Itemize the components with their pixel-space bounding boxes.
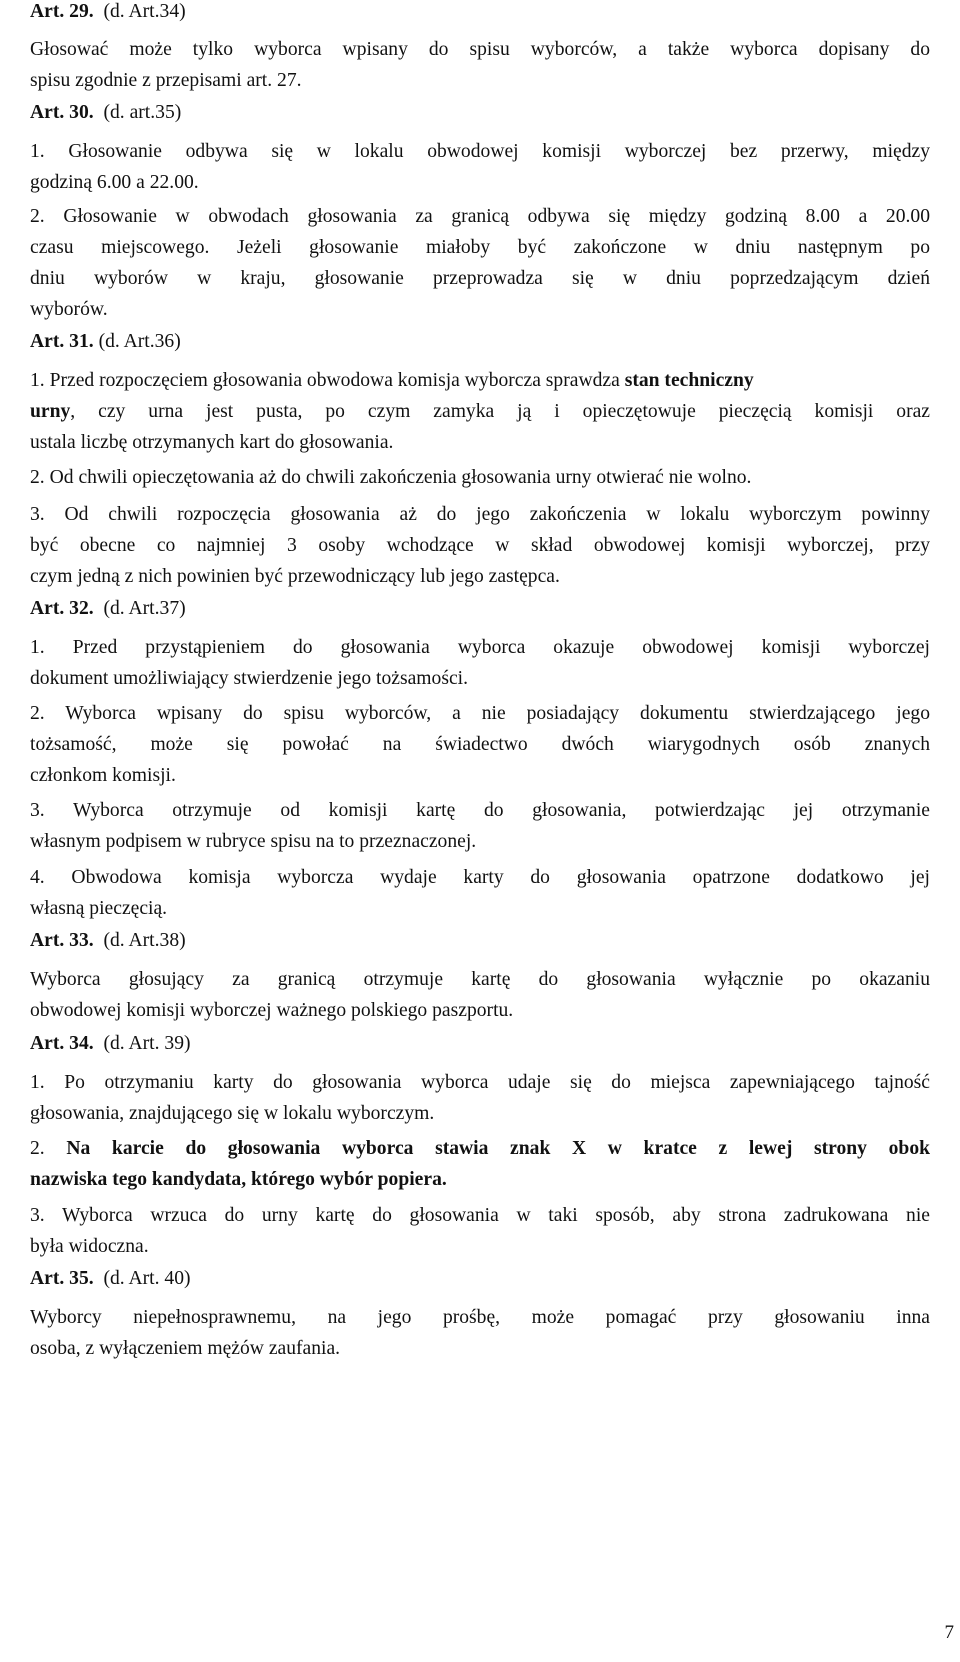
article-heading: Art. 30. (d. art.35) <box>30 102 182 123</box>
paragraph-line: ustala liczbę otrzymanych kart do głosowania. <box>30 432 394 453</box>
paragraph-line: 1. Przed przystąpieniem do głosowania wyborca okazuje obwodowej komisji wyborczej <box>30 637 930 658</box>
paragraph-line: czasu miejscowego. Jeżeli głosowanie miałoby być zakończone w dniu następnym po <box>30 237 930 258</box>
paragraph-line: dokument umożliwiający stwierdzenie jego tożsamości. <box>30 668 469 689</box>
emphasis: urny <box>30 401 71 422</box>
paragraph-line: własną pieczęcią. <box>30 898 168 919</box>
paragraph-line: członkom komisji. <box>30 765 176 786</box>
article-heading: Art. 32. (d. Art.37) <box>30 598 186 619</box>
article-heading: Art. 29. (d. Art.34) <box>30 1 186 22</box>
paragraph-line: własnym podpisem w rubryce spisu na to przeznaczonej. <box>30 831 477 852</box>
emphasis: nazwiska tego kandydata, którego wybór popiera. <box>30 1169 447 1190</box>
paragraph-line: Wyborca głosujący za granicą otrzymuje kartę do głosowania wyłącznie po okazaniu <box>30 969 930 990</box>
page-number: 7 <box>944 1622 954 1643</box>
paragraph-line: Głosować może tylko wyborca wpisany do spisu wyborców, a także wyborca dopisany do <box>30 39 930 60</box>
article-heading: Art. 31. (d. Art.36) <box>30 331 181 352</box>
paragraph-line: 4. Obwodowa komisja wyborcza wydaje karty do głosowania opatrzone dodatkowo jej <box>30 867 930 888</box>
paragraph-line: 1. Po otrzymaniu karty do głosowania wyborca udaje się do miejsca zapewniającego tajność <box>30 1072 930 1093</box>
paragraph-line: 3. Wyborca wrzuca do urny kartę do głosowania w taki sposób, aby strona zadrukowana nie <box>30 1205 930 1226</box>
paragraph-line: osoba, z wyłączeniem mężów zaufania. <box>30 1338 341 1359</box>
paragraph-line: 2. Głosowanie w obwodach głosowania za granicą odbywa się między godziną 8.00 a 20.00 <box>30 206 930 227</box>
paragraph-line: dniu wyborów w kraju, głosowanie przeprowadza się w dniu poprzedzającym dzień <box>30 268 930 289</box>
paragraph-line: 2. Od chwili opieczętowania aż do chwili zakończenia głosowania urny otwierać nie wolno. <box>30 467 752 488</box>
paragraph-line: była widoczna. <box>30 1236 149 1257</box>
paragraph-line: Wyborcy niepełnosprawnemu, na jego prośbę, może pomagać przy głosowaniu inna <box>30 1307 930 1328</box>
emphasis: Na karcie do głosowania wyborca stawia znak X w kratce z lewej strony obok <box>66 1138 931 1159</box>
paragraph-line: spisu zgodnie z przepisami art. 27. <box>30 70 302 91</box>
paragraph-line: 2. Na karcie do głosowania wyborca stawia znak X w kratce z lewej strony obok <box>30 1138 931 1159</box>
paragraph-line: 2. Wyborca wpisany do spisu wyborców, a nie posiadający dokumentu stwierdzającego jego <box>30 703 930 724</box>
paragraph-line: być obecne co najmniej 3 osoby wchodzące w skład obwodowej komisji wyborczej, przy <box>30 535 930 556</box>
paragraph-line <box>30 1168 447 1192</box>
paragraph-line: obwodowej komisji wyborczej ważnego polskiego paszportu. <box>30 1000 514 1021</box>
emphasis: stan techniczny <box>624 370 754 391</box>
paragraph-line: wyborów. <box>30 299 108 320</box>
paragraph-line: 3. Od chwili rozpoczęcia głosowania aż do jego zakończenia w lokalu wyborczym powinny <box>30 504 930 525</box>
paragraph-line: głosowania, znajdującego się w lokalu wyborczym. <box>30 1103 435 1124</box>
paragraph-line: urny, czy urna jest pusta, po czym zamyka ją i opieczętowuje pieczęcią komisji oraz <box>30 401 930 422</box>
paragraph-line: 3. Wyborca otrzymuje od komisji kartę do głosowania, potwierdzając jej otrzymanie <box>30 800 930 821</box>
article-heading: Art. 33. (d. Art.38) <box>30 930 186 951</box>
paragraph-line: czym jedną z nich powinien być przewodniczący lub jego zastępca. <box>30 566 560 587</box>
paragraph-line: 1. Przed rozpoczęciem głosowania obwodowa komisja wyborcza sprawdza stan techniczny <box>30 370 754 391</box>
paragraph-line: tożsamość, może się powołać na świadectwo dwóch wiarygodnych osób znanych <box>30 734 930 755</box>
paragraph-line: 1. Głosowanie odbywa się w lokalu obwodowej komisji wyborczej bez przerwy, między <box>30 141 930 162</box>
paragraph-line: godziną 6.00 a 22.00. <box>30 172 199 193</box>
article-heading: Art. 34. (d. Art. 39) <box>30 1033 191 1054</box>
article-heading: Art. 35. (d. Art. 40) <box>30 1268 191 1289</box>
